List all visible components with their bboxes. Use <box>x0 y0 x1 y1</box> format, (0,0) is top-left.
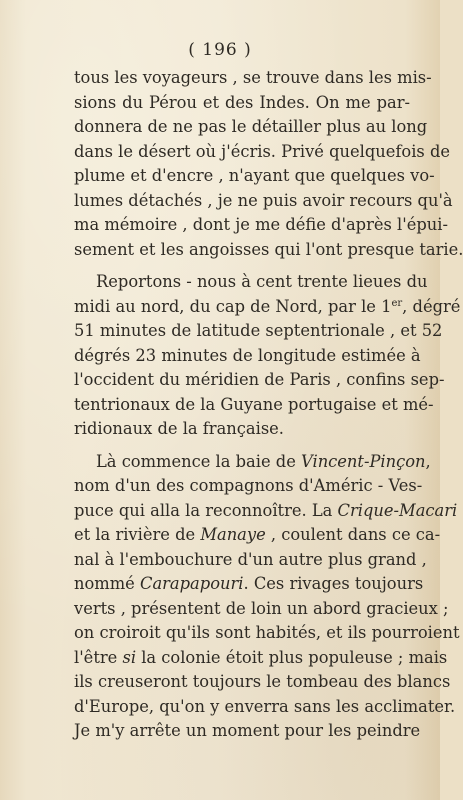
paragraph-1 <box>74 66 463 262</box>
text-line: puce qui alla la reconnoître. La Crique-Macari <box>74 500 458 520</box>
text-line: plume et d'encre , n'ayant que quelques vo- <box>74 166 435 185</box>
text-line: l'occident du méridien de Paris , confins sep- <box>74 370 445 389</box>
text-line: dégrés 23 minutes de longitude estimée à <box>74 345 421 365</box>
body-text <box>74 66 463 744</box>
text-line: Là commence la baie de Vincent-Pinçon, <box>96 451 431 471</box>
text-line: on croiroit qu'ils sont habités, et ils pourroient <box>74 623 460 642</box>
text-line: sement et les angoisses qui l'ont presque tarie. <box>74 239 463 259</box>
text-line: tentrionaux de la Guyane portugaise et mé- <box>74 394 434 414</box>
text-line: l'être si la colonie étoit plus populeuse ; mais <box>74 647 448 667</box>
text-line: d'Europe, qu'on y enverra sans les acclimater. <box>74 696 456 716</box>
text-line: nommé Carapapouri. Ces rivages toujours <box>74 574 424 593</box>
text-line: dans le désert où j'écris. Privé quelquefois de <box>74 141 451 161</box>
text-line: tous les voyageurs , se trouve dans les mis- <box>74 68 432 87</box>
page-number: ( 196 ) <box>188 40 252 60</box>
text-line: ridionaux de la française. <box>74 419 284 438</box>
paragraph-3 <box>74 450 460 744</box>
text-line: lumes détachés , je ne puis avoir recours qu'à <box>74 190 453 210</box>
paragraph-2 <box>74 270 461 442</box>
text-line: verts , présentent de loin un abord gracieux ; <box>74 598 449 618</box>
text-line: 51 minutes de latitude septentrionale , et 52 <box>74 321 443 340</box>
text-line: nom d'un des compagnons d'Améric - Ves- <box>74 476 423 495</box>
text-line: ma mémoire , dont je me défie d'après l'épui- <box>74 215 448 234</box>
text-line: et la rivière de Manaye , coulent dans ce ca- <box>74 525 441 544</box>
text-line: midi au nord, du cap de Nord, par le 1er, dégré <box>74 296 461 316</box>
text-line: ils creuseront toujours le tombeau des blancs <box>74 672 451 691</box>
text-line: donnera de ne pas le détailler plus au long <box>74 117 428 136</box>
text-line: Reportons - nous à cent trente lieues du <box>96 272 428 291</box>
text-line: nal à l'embouchure d'un autre plus grand , <box>74 549 427 569</box>
text-line: Je m'y arrête un moment pour les peindre <box>74 721 421 740</box>
text-line: sions du Pérou et des Indes. On me par- <box>74 92 410 112</box>
